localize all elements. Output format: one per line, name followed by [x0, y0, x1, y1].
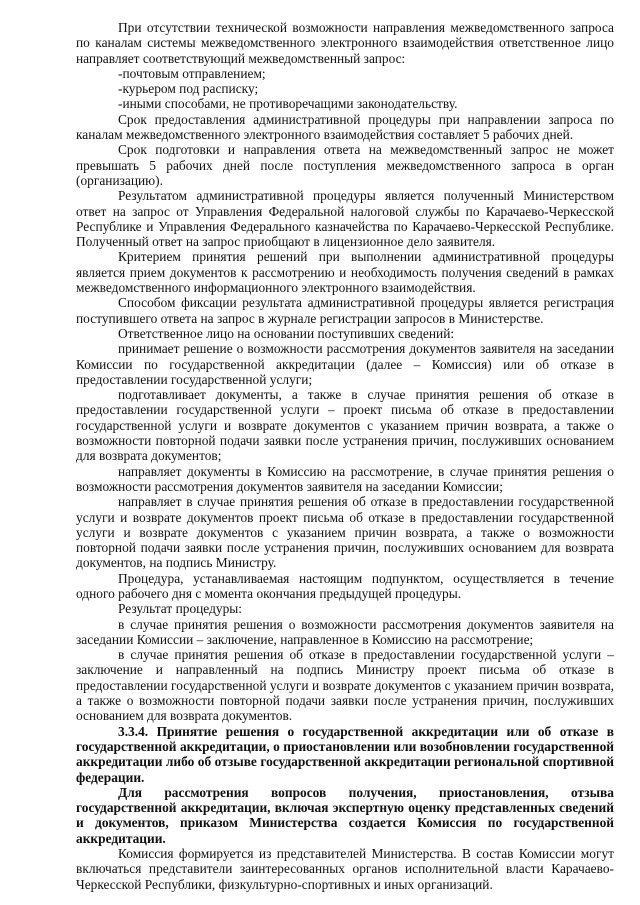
document-page	[76, 20, 614, 892]
paragraph-7: Ответственное лицо на основании поступивших сведений:	[118, 325, 455, 341]
paragraph-11: направляет в случае принятия решения об отказе в предоставлении государственной услуги и возврате документов проект письма об отказе в предоставлении государственной услуги и возврате документов с указанием причин возврата, а также о возможности повторной подачи заявки после устранения причин, послуживших основанием для возврата документов, на подпись Министру.	[76, 494, 614, 571]
paragraph-2: Срок предоставления административной процедуры при направлении запроса по каналам межведомственного электронного взаимодействия составляет 5 рабочих дней.	[76, 111, 614, 143]
list-item-mail: -почтовым отправлением;	[118, 65, 266, 81]
paragraph-1: При отсутствии технической возможности направления межведомственного запроса по каналам системы межведомственного электронного взаимодействия ответственное лицо направляет соответствующий межведомственный запрос:	[76, 20, 614, 66]
paragraph-14: в случае принятия решения о возможности рассмотрения документов заявителя на заседании Комиссии – заключение, направленное в Комиссию на рассмотрение;	[76, 616, 614, 647]
section-heading-3-3-4: 3.3.4. Принятие решения о государственной аккредитации или об отказе в государственной аккредитации, о приостановлении или возобновлении государственной аккредитации либо об отзыве государственной аккредитации региональной спортивной федерации.	[76, 723, 614, 785]
paragraph-17: Комиссия формируется из представителей Министерства. В состав Комиссии могут включаться представители заинтересованных органов исполнительной власти Карачаево-Черкесской Республики, физкультурно-спортивных и иных организаций.	[76, 846, 614, 892]
paragraph-8: принимает решение о возможности рассмотрения документов заявителя на заседании Комиссии по государственной аккредитации (далее – Комиссия) или об отказе в предоставлении государственной услуги;	[76, 341, 614, 387]
paragraph-16-bold: Для рассмотрения вопросов получения, приостановления, отзыва государственной аккредитации, включая экспертную оценку представленных сведений и документов, приказом Министерства создается Комиссия по государственной аккредитации.	[76, 784, 614, 846]
paragraph-9: подготавливает документы, а также в случае принятия решения об отказе в предоставлении государственной услуги – проект письма об отказе в предоставлении государственной услуги и возврате документов с указанием причин возврата, а также о возможности повторной подачи заявки после устранения причин, послуживших основанием для возврата документов;	[76, 387, 614, 464]
paragraph-5: Критерием принятия решений при выполнении административной процедуры является прием документов к рассмотрению и необходимость получения сведений в рамках межведомственного информационного электронного взаимодействия.	[76, 249, 614, 296]
paragraph-13: Результат процедуры:	[118, 601, 242, 617]
paragraph-15: в случае принятия решения об отказе в предоставлении государственной услуги – заключение и направленный на подпись Министру проект письма об отказе в предоставлении государственной услуги и возврате документов с указанием причин возврата, а также о возможности повторной подачи заявки после устранения причин, послуживших основанием для возврата документов.	[76, 647, 614, 724]
paragraph-6: Способом фиксации результата административной процедуры является регистрация поступившего ответа на запрос в журнале регистрации запросов в Министерстве.	[76, 295, 614, 326]
paragraph-12: Процедура, устанавливаемая настоящим подпунктом, осуществляется в течение одного рабочего дня с момента окончания предыдущей процедуры.	[76, 570, 614, 601]
paragraph-4: Результатом административной процедуры является полученный Министерством ответ на запрос от Управления Федеральной налоговой службы по Карачаево-Черкесской Республике и Управления Федерального казначейства по Карачаево-Черкесской Республике. Полученный ответ на запрос приобщают в лицензионное дело заявителя.	[76, 188, 614, 250]
list-item-other: -иными способами, не противоречащими законодательству.	[118, 96, 458, 112]
paragraph-3: Срок подготовки и направления ответа на межведомственный запрос не может превышать 5 рабочих дней после поступления межведомственного запроса в орган (организацию).	[76, 142, 614, 188]
paragraph-10: направляет документы в Комиссию на рассмотрение, в случае принятия решения о возможности рассмотрения документов заявителя на заседании Комиссии;	[76, 463, 614, 494]
list-item-courier: -курьером под расписку;	[118, 81, 259, 97]
